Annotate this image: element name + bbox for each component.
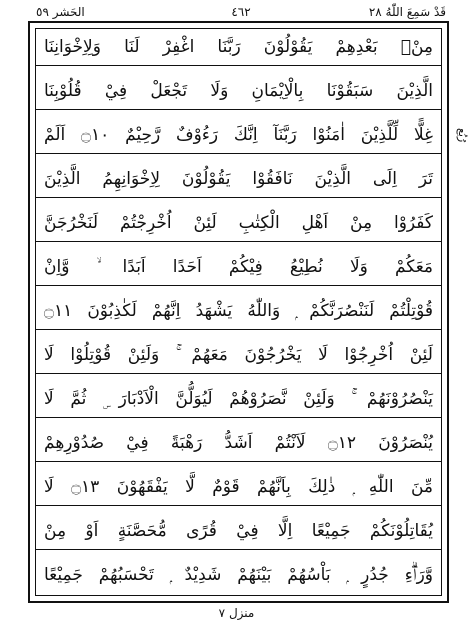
ruku-marker: رُبُع <box>456 128 469 143</box>
page-frame <box>28 21 449 603</box>
verse-line: يُقَاتِلُوْنَكُمْ جَمِيْعًا اِلَّا فِيْ قُرًى مُّحَصَّنَةٍ اَوْ مِنْ <box>36 513 441 550</box>
verse-line: وَّرَاۗءِ جُدُرٍ ۭ بَاْسُهُمْ بَيْنَهُمْ شَدِيْدٌ ۭ تَحْسَبُهُمْ جَمِيْعًا <box>44 565 433 585</box>
verse-line: الَّذِيْنَ سَبَقُوْنَا بِالْاِيْمَانِ وَلَا تَجْعَلْ فِيْ قُلُوْبِنَا <box>36 73 441 110</box>
verse-line: مَعَكُمْ وَلَا نُطِيْعُ فِيْكُمْ اَحَدًا اَبَدًا ۙ وَّاِنْ <box>36 249 441 286</box>
verse-line: مِّنَ اللّٰهِ ۭ ذٰلِكَ بِاَنَّهُمْ قَوْمٌ لَّا يَفْقَهُوْنَ ۝١٣ لَا <box>36 469 441 506</box>
verse-line: لَئِنْ اُخْرِجُوْا لَا يَخْرُجُوْنَ مَعَهُمْ ۚ وَلَئِنْ قُوْتِلُوْا لَا <box>36 337 441 374</box>
verse-line: يُنْصَرُوْنَ ۝١٢ لَاَنْتُمْ اَشَدُّ رَهْبَةً فِيْ صُدُوْرِهِمْ <box>36 425 441 462</box>
text-frame <box>35 28 442 596</box>
page-header <box>36 3 446 21</box>
verse-line: غِلًّا لِّلَّذِيْنَ اٰمَنُوْا رَبَّنَآ اِنَّكَ رَءُوْفٌ رَّحِيْمٌ ۝١٠ اَلَمْ <box>36 117 441 154</box>
verse-line: مِنْۢ بَعْدِهِمْ يَقُوْلُوْنَ رَبَّنَا اغْفِرْ لَنَا وَلِاِخْوَانِنَا <box>36 29 441 66</box>
juz-title: قَدْ سَمِعَ اللّٰهُ ٢٨ <box>368 5 446 19</box>
verse-line: كَفَرُوْا مِنْ اَهْلِ الْكِتٰبِ لَئِنْ اُخْرِجْتُمْ لَنَخْرُجَنَّ <box>36 205 441 242</box>
surah-title: الحَشر ٥٩ <box>36 5 85 19</box>
manzil-footer: منزل ٧ <box>218 606 255 620</box>
verse-line: قُوْتِلْتُمْ لَنَنْصُرَنَّكُمْ ۭ وَاللّٰهُ يَشْهَدُ اِنَّهُمْ لَكٰذِبُوْنَ ۝١١ <box>36 293 441 330</box>
verse-line: يَنْصُرُوْنَهُمْ ۚ وَلَئِنْ نَّصَرُوْهُمْ لَيُوَلُّنَّ الْاَدْبَارَ ۣ ثُمَّ لَا <box>36 381 441 418</box>
verse-lines <box>36 29 441 595</box>
page-number: ٤٦٢ <box>231 5 251 19</box>
verse-line: تَرَ اِلَى الَّذِيْنَ نَافَقُوْا يَقُوْلُوْنَ لِاِخْوَانِهِمُ الَّذِيْنَ <box>36 161 441 198</box>
